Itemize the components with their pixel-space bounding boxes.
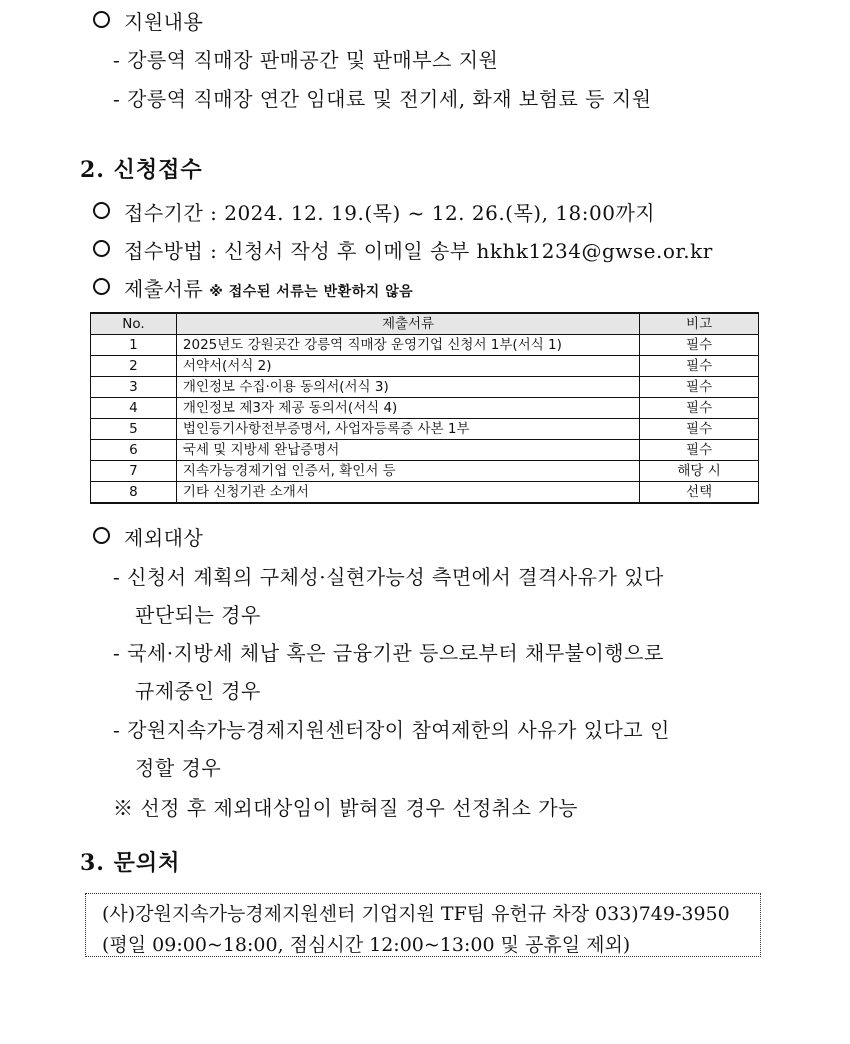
table-row: [91, 440, 759, 461]
row-no: 4: [91, 398, 177, 419]
documents-table: [90, 312, 759, 504]
table-row: [91, 461, 759, 482]
row-no: 3: [91, 377, 177, 398]
exclusion-line-5: - 강원지속가능경제지원센터장이 참여제한의 사유가 있다고 인: [113, 718, 670, 742]
row-no: 1: [91, 335, 177, 356]
application-method: 접수방법 : 신청서 작성 후 이메일 송부 hkhk1234@gwse.or.kr: [124, 239, 713, 263]
circle-bullet-icon: [93, 202, 110, 219]
section2-heading: 2. 신청접수: [80, 157, 203, 183]
row-remark: 선택: [640, 482, 759, 504]
docs-title-line: [93, 273, 413, 302]
row-remark: 필수: [640, 335, 759, 356]
support-item-1: - 강릉역 직매장 판매공간 및 판매부스 지원: [113, 48, 499, 72]
row-no: 2: [91, 356, 177, 377]
row-doc: 서약서(서식 2): [176, 356, 639, 377]
exclusion-line-1: - 신청서 계획의 구체성·실현가능성 측면에서 결격사유가 있다: [113, 565, 664, 589]
row-doc: 지속가능경제기업 인증서, 확인서 등: [176, 461, 639, 482]
docs-note: ※ 접수된 서류는 반환하지 않음: [209, 284, 414, 300]
contact-line-1: (사)강원지속가능경제지원센터 기업지원 TF팀 유헌규 차장 033)749-3950: [102, 903, 730, 925]
exclusion-line-4: 규제중인 경우: [135, 679, 261, 703]
row-remark: 필수: [640, 377, 759, 398]
table-row: [91, 482, 759, 504]
application-period: 접수기간 : 2024. 12. 19.(목) ~ 12. 26.(목), 18:00까지: [124, 201, 656, 225]
row-remark: 해당 시: [640, 461, 759, 482]
support-title: 지원내용: [124, 10, 204, 34]
table-row: [91, 398, 759, 419]
table-row: [91, 356, 759, 377]
row-doc: 국세 및 지방세 완납증명서: [176, 440, 639, 461]
row-doc: 기타 신청기관 소개서: [176, 482, 639, 504]
table-header-row: [91, 313, 759, 335]
table-row: [91, 377, 759, 398]
section3-heading: 3. 문의처: [80, 850, 181, 876]
exclusion-line-6: 정할 경우: [135, 756, 222, 780]
table-row: [91, 335, 759, 356]
row-no: 7: [91, 461, 177, 482]
exclusion-title: 제외대상: [124, 526, 204, 550]
table-row: [91, 419, 759, 440]
header-docs: 제출서류: [176, 313, 639, 335]
circle-bullet-icon: [93, 278, 110, 295]
contact-line-2: (평일 09:00~18:00, 점심시간 12:00~13:00 및 공휴일 제외): [102, 934, 631, 956]
row-doc: 법인등기사항전부증명서, 사업자등록증 사본 1부: [176, 419, 639, 440]
docs-title: 제출서류: [124, 277, 204, 301]
row-remark: 필수: [640, 356, 759, 377]
circle-bullet-icon: [93, 240, 110, 257]
contact-box: [85, 893, 761, 957]
row-no: 6: [91, 440, 177, 461]
row-remark: 필수: [640, 398, 759, 419]
row-no: 5: [91, 419, 177, 440]
support-item-2: - 강릉역 직매장 연간 임대료 및 전기세, 화재 보험료 등 지원: [113, 87, 652, 111]
row-remark: 필수: [640, 440, 759, 461]
exclusion-line-3: - 국세·지방세 체납 혹은 금융기관 등으로부터 채무불이행으로: [113, 641, 664, 665]
period-line: [93, 197, 655, 226]
exclusion-note: ※ 선정 후 제외대상임이 밝혀질 경우 선정취소 가능: [113, 796, 578, 820]
exclusion-title-line: [93, 522, 203, 551]
row-doc: 2025년도 강원곳간 강릉역 직매장 운영기업 신청서 1부(서식 1): [176, 335, 639, 356]
row-doc: 개인정보 제3자 제공 동의서(서식 4): [176, 398, 639, 419]
row-no: 8: [91, 482, 177, 504]
row-doc: 개인정보 수집·이용 동의서(서식 3): [176, 377, 639, 398]
exclusion-line-2: 판단되는 경우: [135, 603, 261, 627]
row-remark: 필수: [640, 419, 759, 440]
circle-bullet-icon: [93, 527, 110, 544]
header-remark: 비고: [640, 313, 759, 335]
header-no: No.: [91, 313, 177, 335]
method-line: [93, 235, 713, 264]
circle-bullet-icon: [93, 11, 110, 28]
support-title-line: [93, 6, 203, 35]
